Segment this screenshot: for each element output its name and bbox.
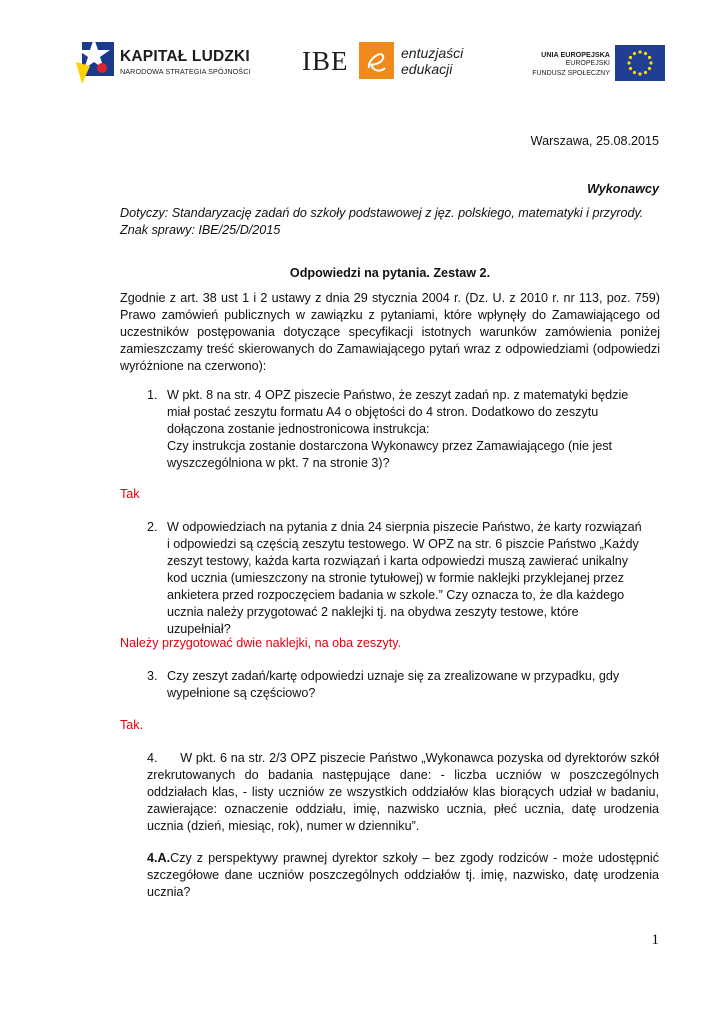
eu-logo bbox=[530, 45, 665, 85]
ibe-name: IBE bbox=[302, 46, 349, 76]
kapital-subtitle: NARODOWA STRATEGIA SPÓJNOŚCI bbox=[120, 67, 251, 76]
kapital-ludzki-logo bbox=[70, 36, 270, 86]
recipient: Wykonawcy bbox=[587, 182, 659, 196]
question-number: 3. bbox=[147, 669, 158, 683]
question-text-2: Czy instrukcja zostanie dostarczona Wykonawcy przez Zamawiającego (nie jest wyszczególniona w pkt. 7 na stronie 3)? bbox=[167, 439, 613, 470]
intro-paragraph: Zgodnie z art. 38 ust 1 i 2 ustawy z dnia 29 stycznia 2004 r. (Dz. U. z 2010 r. nr 113, poz. 759) Prawo zamówień publicznych w zawiązku z pytaniami, które wpłynęły do Zamawiającego od uczestników postępowania dotyczące specyfikacji istotnych warunków zamówienia poniżej zamieszczamy treść skierowanych do Zamawiającego pytań wraz z odpowiedziami (odpowiedzi wyróżnione na czerwono): bbox=[120, 291, 660, 373]
question-2 bbox=[147, 519, 642, 638]
eu-line-3: FUNDUSZ SPOŁECZNY bbox=[532, 70, 610, 77]
kapital-title: KAPITAŁ LUDZKI bbox=[120, 48, 250, 65]
question-number: 4.A. bbox=[147, 851, 171, 865]
page-number: 1 bbox=[651, 932, 659, 948]
ibe-tagline-1: entuzjaści bbox=[401, 45, 464, 61]
question-text: W pkt. 6 na str. 2/3 OPZ piszecie Państwo „Wykonawca pozyska od dyrektorów szkół zrekrutowanych do badania następujące dane: - liczba uczniów w poszczególnych oddziałach klas, - listy uczniów ze wszystkich oddziałów klas biorących udział w badaniu, zawierające: oznaczenie oddziału, imię, nazwisko ucznia, płeć ucznia, datę urodzenia ucznia (dzień, miesiąc, rok), numer w dzienniku”. bbox=[147, 751, 659, 833]
answer-1: Tak bbox=[120, 487, 140, 501]
question-3 bbox=[147, 668, 642, 702]
question-number: 2. bbox=[147, 520, 158, 534]
question-1 bbox=[147, 387, 642, 472]
eu-flag-icon bbox=[615, 45, 665, 81]
answer-3: Tak. bbox=[120, 718, 144, 732]
ibe-e-icon bbox=[359, 42, 394, 79]
question-number: 1. bbox=[147, 388, 158, 402]
kapital-ludzki-star-icon bbox=[72, 36, 118, 86]
eu-line-1: UNIA EUROPEJSKA bbox=[541, 50, 610, 59]
question-text: W pkt. 8 na str. 4 OPZ piszecie Państwo, że zeszyt zadań np. z matematyki będzie miał postać zeszytu formatu A4 o objętości do 4 stron. Dodatkowo do zeszytu dołączona zostanie jednostronicowa instrukcja: bbox=[167, 388, 629, 436]
question-4a bbox=[147, 850, 659, 901]
question-4 bbox=[147, 750, 659, 835]
subject-line: Dotyczy: Standaryzację zadań do szkoły podstawowej z jęz. polskiego, matematyki i przyrody. Znak sprawy: IBE/25/D/2015 bbox=[120, 206, 644, 237]
ibe-tagline-2: edukacji bbox=[401, 61, 453, 77]
answer-2: Należy przygotować dwie naklejki, na oba zeszyty. bbox=[120, 636, 402, 650]
question-number: 4. bbox=[147, 751, 158, 765]
question-text: Czy zeszyt zadań/kartę odpowiedzi uznaje się za zrealizowane w przypadku, gdy wypełnione są częściowo? bbox=[167, 669, 620, 700]
ibe-logo bbox=[302, 42, 472, 86]
page-title: Odpowiedzi na pytania. Zestaw 2. bbox=[289, 266, 491, 280]
document-date: Warszawa, 25.08.2015 bbox=[530, 134, 659, 148]
question-text: Czy z perspektywy prawnej dyrektor szkoły – bez zgody rodziców - może udostępnić szczegółowe dane uczniów poszczególnych oddziałów tj. imię, nazwisko, datę urodzenia ucznia? bbox=[147, 851, 659, 899]
question-text: W odpowiedziach na pytania z dnia 24 sierpnia piszecie Państwo, że karty rozwiązań i odpowiedzi są częścią zeszytu testowego. W OPZ na str. 6 piszcie Państwo „Każdy zeszyt testowy, każda karta rozwiązań i karta odpowiedzi muszą zawierać unikalny kod ucznia (umieszczony na stronie tytułowej) w formie naklejki przyklejanej przez ankietera przed rozpoczęciem badania w szkole.” Czy oznacza to, że dla każdego ucznia należy przygotować 2 naklejki tj. na obydwa zeszyty testowe, które uzupełniał? bbox=[167, 520, 642, 636]
eu-line-2: EUROPEJSKI bbox=[565, 60, 610, 67]
